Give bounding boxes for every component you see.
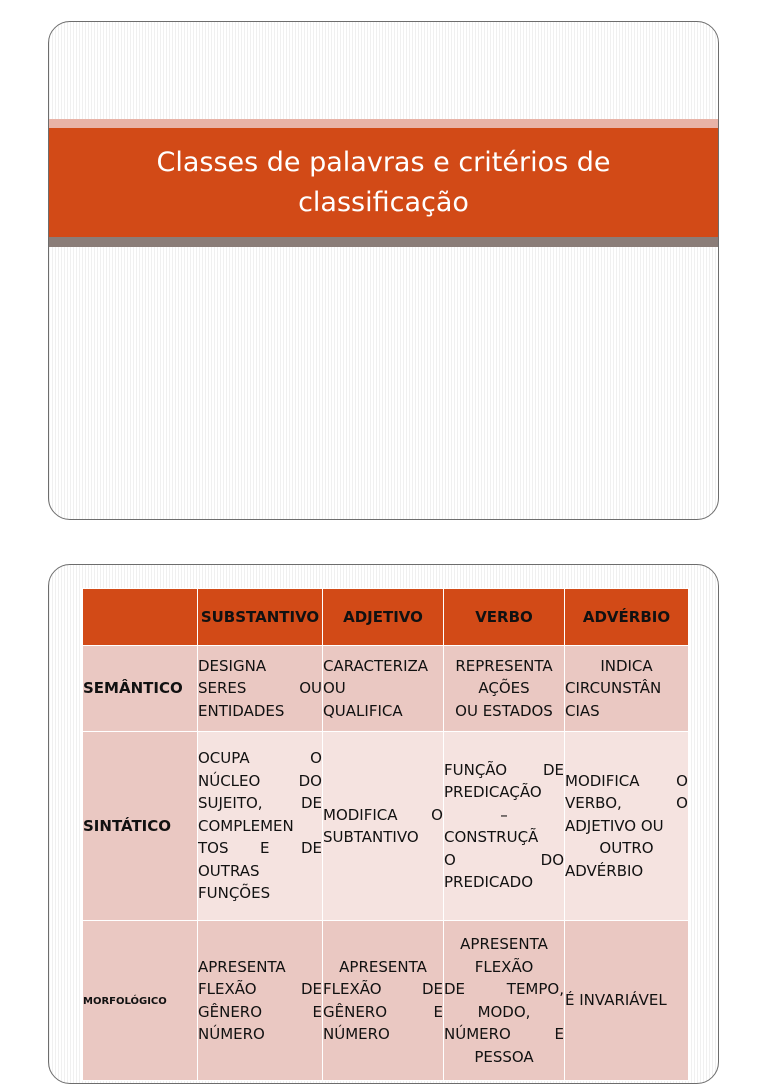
table-row xyxy=(83,921,689,1081)
cell-line: TOS E DE xyxy=(198,839,322,858)
table-cell xyxy=(444,732,565,921)
cell-line: PESSOA xyxy=(474,1047,534,1066)
table-cell xyxy=(565,921,689,1081)
cell-line: APRESENTA xyxy=(460,935,548,953)
cell-line: OU xyxy=(323,679,346,698)
cell-line: OUTRO xyxy=(599,839,654,858)
cell-line: MODIFICA O xyxy=(323,805,443,824)
cell-line: DESIGNA xyxy=(198,656,267,675)
cell-line: OU ESTADOS xyxy=(455,701,553,720)
cell-line: VERBO, O xyxy=(565,794,688,813)
cell-line: É INVARIÁVEL xyxy=(565,991,667,1010)
cell-line: MODO, xyxy=(477,1002,531,1021)
table-header-row xyxy=(83,589,689,646)
cell-line: PREDICADO xyxy=(444,873,534,891)
table-header-corner xyxy=(83,589,198,646)
cell-line: COMPLEMEN xyxy=(198,816,294,835)
cell-line: DE TEMPO, xyxy=(444,980,564,998)
cell-line: OCUPA O xyxy=(198,749,322,768)
cell-line: INDICA xyxy=(600,656,653,675)
table-header-verbo: VERBO xyxy=(444,589,565,646)
cell-line: PREDICAÇÃO xyxy=(444,783,542,801)
cell-line: CARACTERIZA xyxy=(323,656,429,675)
title-band-bottom-stripe xyxy=(49,237,718,247)
table-cell xyxy=(323,732,444,921)
cell-line: CONSTRUÇÃ xyxy=(444,828,539,846)
cell-line: MODIFICA O xyxy=(565,771,688,790)
cell-line: ENTIDADES xyxy=(198,701,285,720)
cell-line: NÚMERO xyxy=(198,1025,265,1043)
table-header-adjetivo: ADJETIVO xyxy=(323,589,444,646)
title-band xyxy=(49,119,718,247)
word-class-table xyxy=(82,588,689,1081)
slide-title-line-1: Classes de palavras e critérios de xyxy=(156,146,611,178)
cell-line: APRESENTA xyxy=(339,957,427,976)
table-cell xyxy=(198,646,323,732)
cell-line: ADJETIVO OU xyxy=(565,816,664,835)
cell-line: CIAS xyxy=(565,701,600,720)
table-cell xyxy=(444,921,565,1081)
row-header-morfologico: MORFOLÓGICO xyxy=(83,921,198,1081)
slide-title xyxy=(157,143,611,223)
cell-line: AÇÕES xyxy=(478,679,530,698)
table-cell xyxy=(565,646,689,732)
table-cell xyxy=(444,646,565,732)
table-cell xyxy=(323,646,444,732)
title-band-main xyxy=(49,128,718,237)
cell-line: FUNÇÕES xyxy=(198,884,271,903)
cell-line: SUJEITO, DE xyxy=(198,794,322,813)
cell-line: OUTRAS xyxy=(198,861,260,880)
row-header-sintatico: SINTÁTICO xyxy=(83,732,198,921)
cell-line: – xyxy=(500,805,508,824)
title-slide xyxy=(48,21,719,520)
cell-line: NÚCLEO DO xyxy=(198,771,322,790)
cell-line: GÊNERO E xyxy=(323,1002,443,1021)
cell-line: CIRCUNSTÂN xyxy=(565,679,662,698)
cell-line: SERES OU xyxy=(198,679,322,698)
cell-line: O DO xyxy=(444,850,564,869)
cell-line: NÚMERO E xyxy=(444,1025,564,1043)
row-header-semantico: SEMÂNTICO xyxy=(83,646,198,732)
cell-line: QUALIFICA xyxy=(323,701,403,720)
title-band-top-stripe xyxy=(49,119,718,128)
cell-line: GÊNERO E xyxy=(198,1002,322,1021)
cell-line: ADVÉRBIO xyxy=(565,861,644,880)
cell-line: FLEXÃO xyxy=(474,957,534,976)
cell-line: FUNÇÃO DE xyxy=(444,760,564,779)
table-header-substantivo: SUBSTANTIVO xyxy=(198,589,323,646)
table-header-adverbio: ADVÉRBIO xyxy=(565,589,689,646)
table-cell xyxy=(198,732,323,921)
cell-line: FLEXÃO DE xyxy=(323,980,443,998)
table-row xyxy=(83,732,689,921)
table-cell xyxy=(565,732,689,921)
cell-line: APRESENTA xyxy=(198,957,286,976)
cell-line: FLEXÃO DE xyxy=(198,980,322,998)
slide-title-line-2: classificação xyxy=(298,186,469,218)
cell-line: SUBTANTIVO xyxy=(323,828,419,846)
cell-line: REPRESENTA xyxy=(455,656,553,675)
cell-line: NÚMERO xyxy=(323,1025,390,1043)
table-cell xyxy=(198,921,323,1081)
table-cell xyxy=(323,921,444,1081)
table-slide xyxy=(48,564,719,1084)
table-row xyxy=(83,646,689,732)
